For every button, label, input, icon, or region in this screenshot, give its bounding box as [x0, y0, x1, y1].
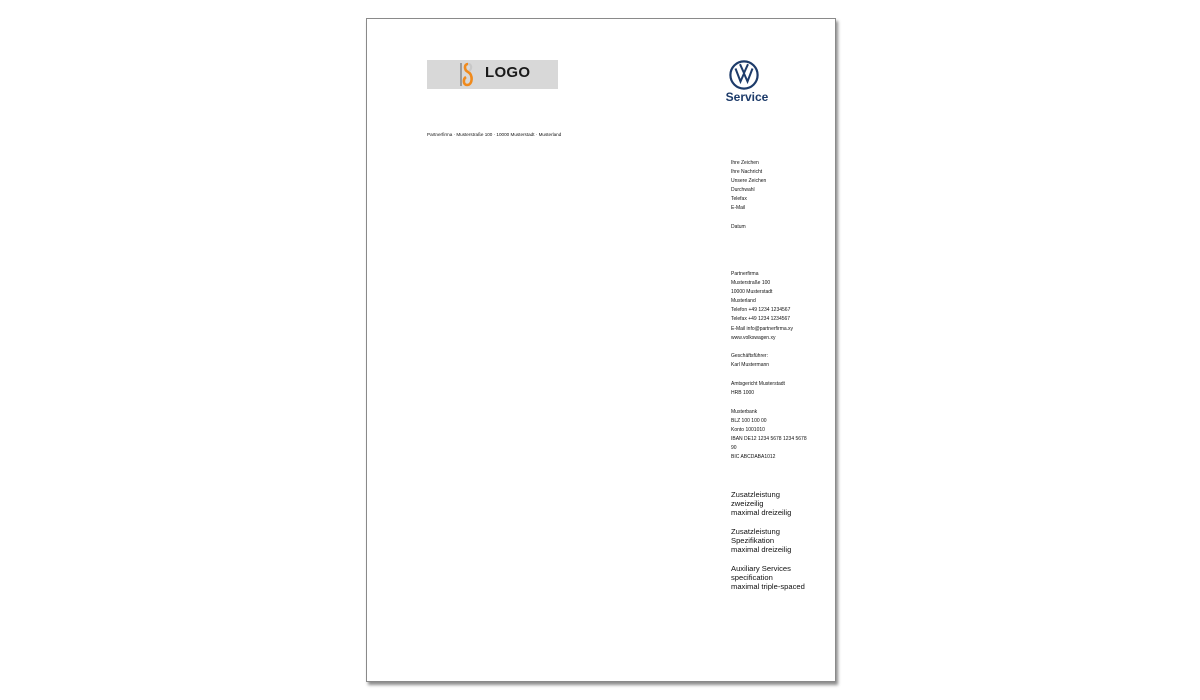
bank-line: Musterbank [731, 409, 758, 415]
managing-director-line: Geschäftsführer: [731, 353, 768, 359]
company-line: 10000 Musterstadt [731, 289, 773, 296]
court-line: HRB 1000 [731, 390, 755, 397]
company-line: E-Mail info@partnerfirma.xy [731, 325, 794, 332]
service-line: Auxiliary Services [731, 564, 791, 573]
company-line: Musterland [731, 298, 756, 305]
reference-labels [731, 159, 766, 214]
reference-label: Unsere Zeichen [731, 178, 767, 185]
company-line: www.volkswagen.xy [731, 334, 776, 341]
service-line: maximal dreizeilig [731, 545, 792, 555]
service-line: Zusatzleistung [731, 490, 780, 499]
bank-line: IBAN DE12 1234 5678 1234 5678 [731, 436, 807, 443]
reference-label: Telefax [731, 196, 747, 203]
service-line: specification [731, 573, 773, 583]
company-line: Telefax +49 1234 1234567 [731, 316, 791, 323]
company-address-block [731, 270, 793, 343]
partner-logo-text: LOGO [485, 64, 531, 81]
reference-label: Durchwahl [731, 187, 755, 194]
service-block-2 [731, 527, 791, 554]
service-line: Spezifikation [731, 536, 775, 546]
bank-line: BLZ 100 100 00 [731, 418, 767, 425]
company-line: Telefon +49 1234 1234567 [731, 307, 791, 314]
bank-line: BIC ABCDABA1012 [731, 454, 776, 461]
company-line: Musterstraße 100 [731, 280, 771, 287]
service-block-3 [731, 564, 805, 591]
service-line: Zusatzleistung [731, 527, 780, 536]
bank-line: 90 [731, 445, 737, 452]
date-label: Datum [731, 224, 746, 230]
court-line: Amtsgericht Musterstadt [731, 381, 785, 387]
letterhead-page [366, 18, 836, 682]
vw-logo-icon [729, 60, 759, 90]
sender-address-line: Partnerfirma · Musterstraße 100 · 10000 Musterstadt · Musterland [427, 132, 562, 137]
managing-director-line: Karl Mustermann [731, 362, 770, 369]
service-line: zweizeilig [731, 499, 764, 509]
brand-service-label: Service [725, 90, 769, 104]
partner-logo [427, 60, 558, 89]
court-registration-block [731, 380, 785, 398]
reference-label: Ihre Nachricht [731, 169, 763, 176]
reference-label: E-Mail [731, 205, 746, 212]
partner-logo-mark-icon [455, 60, 477, 89]
reference-label: Ihre Zeichen [731, 160, 759, 166]
service-block-1 [731, 490, 791, 517]
service-line: maximal dreizeilig [731, 508, 792, 518]
service-line: maximal triple-spaced [731, 582, 805, 592]
managing-director-block [731, 352, 769, 370]
bank-line: Konto 1001010 [731, 427, 765, 434]
bank-details-block [731, 408, 807, 463]
company-line: Partnerfirma [731, 271, 759, 277]
